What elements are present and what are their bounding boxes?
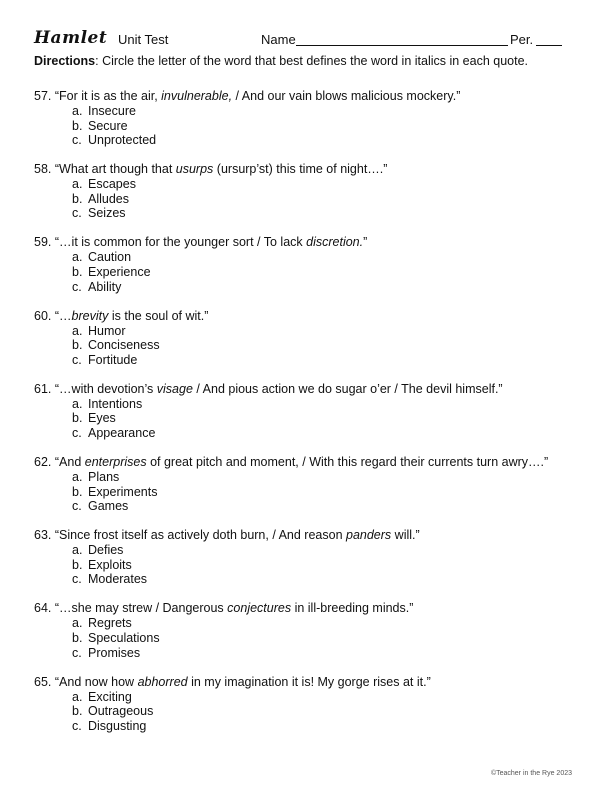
italic-vocab-word: conjectures xyxy=(227,601,292,616)
choice-text: Outrageous xyxy=(88,704,154,719)
answer-choice[interactable] xyxy=(34,631,574,646)
choice-letter: a. xyxy=(72,689,83,704)
answer-options xyxy=(34,470,574,514)
name-blank-line xyxy=(296,45,508,46)
question-number: 63. xyxy=(34,528,52,543)
quote-text: “For it is as the air, xyxy=(54,89,162,103)
unit-test-label: Unit Test xyxy=(118,32,169,47)
answer-choice[interactable] xyxy=(34,426,574,441)
choice-text: Ability xyxy=(88,279,122,294)
answer-options xyxy=(34,616,574,660)
quote-text: “…with devotion’s xyxy=(54,381,157,396)
choice-letter: a. xyxy=(72,323,83,338)
choice-letter: b. xyxy=(72,557,83,572)
question-number: 57. xyxy=(34,89,52,103)
choice-text: Intentions xyxy=(88,396,143,411)
directions xyxy=(34,54,574,68)
choice-letter: c. xyxy=(72,645,82,660)
choice-letter: b. xyxy=(72,630,83,645)
answer-choice[interactable] xyxy=(34,690,574,705)
question-quote xyxy=(34,235,574,250)
choice-letter: a. xyxy=(72,469,83,484)
answer-choice[interactable] xyxy=(34,104,574,119)
answer-choice[interactable] xyxy=(34,719,574,734)
question-quote xyxy=(34,455,574,470)
choice-text: Defies xyxy=(88,543,124,558)
choice-letter: c. xyxy=(72,499,82,514)
answer-choice[interactable] xyxy=(34,499,574,514)
answer-choice[interactable] xyxy=(34,192,574,207)
answer-choice[interactable] xyxy=(34,411,574,426)
quote-text: “Since frost itself as actively doth burn, / And reason xyxy=(54,528,346,543)
name-label: Name xyxy=(261,32,296,47)
quote-text: (ursurp’st) this time of night….” xyxy=(213,162,388,177)
choice-letter: b. xyxy=(72,411,83,426)
choice-letter: b. xyxy=(72,484,83,499)
choice-letter: c. xyxy=(72,133,82,148)
choice-text: Conciseness xyxy=(88,338,160,353)
question-item xyxy=(34,162,574,235)
choice-text: Promises xyxy=(88,645,141,660)
copyright-footer: ©Teacher in the Rye 2023 xyxy=(490,770,572,777)
italic-vocab-word: abhorred xyxy=(137,674,188,689)
quote-text: “…it is common for the younger sort / To lack xyxy=(54,235,307,250)
choice-letter: b. xyxy=(72,191,83,206)
italic-vocab-word: brevity xyxy=(71,308,109,323)
choice-text: Unprotected xyxy=(88,133,157,148)
question-item xyxy=(34,382,574,455)
answer-options xyxy=(34,543,574,587)
italic-vocab-word: usurps xyxy=(175,162,214,177)
choice-letter: a. xyxy=(72,396,83,411)
choice-text: Secure xyxy=(88,118,128,133)
quote-text: in ill-breeding minds.” xyxy=(291,601,414,616)
answer-choice[interactable] xyxy=(34,265,574,280)
question-quote xyxy=(34,675,574,690)
answer-choice[interactable] xyxy=(34,558,574,573)
choice-letter: b. xyxy=(72,118,83,133)
quote-text: “What art though that xyxy=(54,162,176,177)
choice-text: Exciting xyxy=(88,689,132,704)
question-number: 65. xyxy=(34,674,52,689)
question-number: 64. xyxy=(34,601,52,616)
answer-options xyxy=(34,397,574,441)
answer-choice[interactable] xyxy=(34,280,574,295)
choice-letter: a. xyxy=(72,177,83,192)
choice-text: Eyes xyxy=(88,411,116,426)
choice-text: Humor xyxy=(88,323,126,338)
answer-options xyxy=(34,104,574,148)
question-item xyxy=(34,235,574,308)
question-item xyxy=(34,528,574,601)
quote-text: is the soul of wit.” xyxy=(108,308,209,323)
answer-choice[interactable] xyxy=(34,338,574,353)
choice-letter: c. xyxy=(72,279,82,294)
quote-text: / And pious action we do sugar o’er / The devil himself.” xyxy=(192,381,503,396)
choice-letter: a. xyxy=(72,250,83,265)
answer-choice[interactable] xyxy=(34,206,574,221)
quote-text: “And xyxy=(54,454,85,469)
directions-text: : Circle the letter of the word that best defines the word in italics in each quote. xyxy=(95,54,529,68)
choice-letter: a. xyxy=(72,543,83,558)
question-quote xyxy=(34,382,574,397)
question-item xyxy=(34,89,574,162)
answer-choice[interactable] xyxy=(34,133,574,148)
choice-letter: b. xyxy=(72,704,83,719)
choice-text: Regrets xyxy=(88,616,132,631)
choice-letter: c. xyxy=(72,572,82,587)
choice-text: Moderates xyxy=(88,572,148,587)
answer-options xyxy=(34,690,574,734)
choice-text: Experiments xyxy=(88,484,158,499)
choice-letter: c. xyxy=(72,352,82,367)
directions-label: Directions xyxy=(34,54,96,68)
answer-choice[interactable] xyxy=(34,353,574,368)
answer-choice[interactable] xyxy=(34,177,574,192)
choice-text: Plans xyxy=(88,469,120,484)
question-item xyxy=(34,309,574,382)
question-number: 58. xyxy=(34,162,52,177)
answer-choice[interactable] xyxy=(34,704,574,719)
italic-vocab-word: visage xyxy=(156,381,193,396)
choice-text: Alludes xyxy=(88,191,129,206)
choice-text: Seizes xyxy=(88,206,126,221)
answer-choice[interactable] xyxy=(34,250,574,265)
choice-text: Disgusting xyxy=(88,718,147,733)
choice-text: Escapes xyxy=(88,177,136,192)
choice-text: Games xyxy=(88,499,129,514)
italic-vocab-word: discretion. xyxy=(306,235,364,250)
question-number: 59. xyxy=(34,235,52,250)
choice-text: Speculations xyxy=(88,630,160,645)
answer-options xyxy=(34,324,574,368)
answer-choice[interactable] xyxy=(34,119,574,134)
italic-vocab-word: enterprises xyxy=(84,454,147,469)
answer-choice[interactable] xyxy=(34,616,574,631)
answer-choice[interactable] xyxy=(34,543,574,558)
question-quote xyxy=(34,528,574,543)
choice-text: Appearance xyxy=(88,425,156,440)
choice-letter: c. xyxy=(72,718,82,733)
choice-text: Caution xyxy=(88,250,132,265)
question-quote xyxy=(34,601,574,616)
answer-choice[interactable] xyxy=(34,646,574,661)
question-item xyxy=(34,601,574,674)
question-item xyxy=(34,675,574,748)
question-list xyxy=(34,89,574,748)
answer-choice[interactable] xyxy=(34,572,574,587)
quote-text: / And our vain blows malicious mockery.” xyxy=(232,89,461,103)
answer-choice[interactable] xyxy=(34,470,574,485)
choice-letter: c. xyxy=(72,425,82,440)
worksheet-header xyxy=(34,28,574,54)
period-blank-line xyxy=(536,45,562,46)
choice-letter: c. xyxy=(72,206,82,221)
period-label: Per. xyxy=(510,32,534,47)
question-quote xyxy=(34,89,574,104)
quote-text: will.” xyxy=(391,528,420,543)
italic-vocab-word: panders xyxy=(346,528,392,543)
italic-vocab-word: invulnerable, xyxy=(161,89,233,103)
choice-text: Fortitude xyxy=(88,352,138,367)
answer-choice[interactable] xyxy=(34,324,574,339)
choice-text: Insecure xyxy=(88,104,136,118)
question-item xyxy=(34,455,574,528)
choice-letter: b. xyxy=(72,338,83,353)
answer-choice[interactable] xyxy=(34,485,574,500)
quote-text: in my imagination it is! My gorge rises at it.” xyxy=(187,674,431,689)
question-quote xyxy=(34,309,574,324)
quote-text: “… xyxy=(54,308,72,323)
question-quote xyxy=(34,162,574,177)
question-number: 60. xyxy=(34,308,52,323)
choice-text: Exploits xyxy=(88,557,132,572)
choice-text: Experience xyxy=(88,264,151,279)
quote-text: of great pitch and moment, / With this regard their currents turn awry….” xyxy=(146,454,549,469)
quote-text: “And now how xyxy=(54,674,138,689)
answer-choice[interactable] xyxy=(34,397,574,412)
choice-letter: a. xyxy=(72,104,83,118)
question-number: 62. xyxy=(34,454,52,469)
answer-options xyxy=(34,177,574,221)
choice-letter: b. xyxy=(72,264,83,279)
answer-options xyxy=(34,250,574,294)
quote-text: “…she may strew / Dangerous xyxy=(54,601,228,616)
quote-text: ” xyxy=(363,235,368,250)
question-number: 61. xyxy=(34,381,52,396)
choice-letter: a. xyxy=(72,616,83,631)
hamlet-title: Hamlet xyxy=(34,28,108,48)
